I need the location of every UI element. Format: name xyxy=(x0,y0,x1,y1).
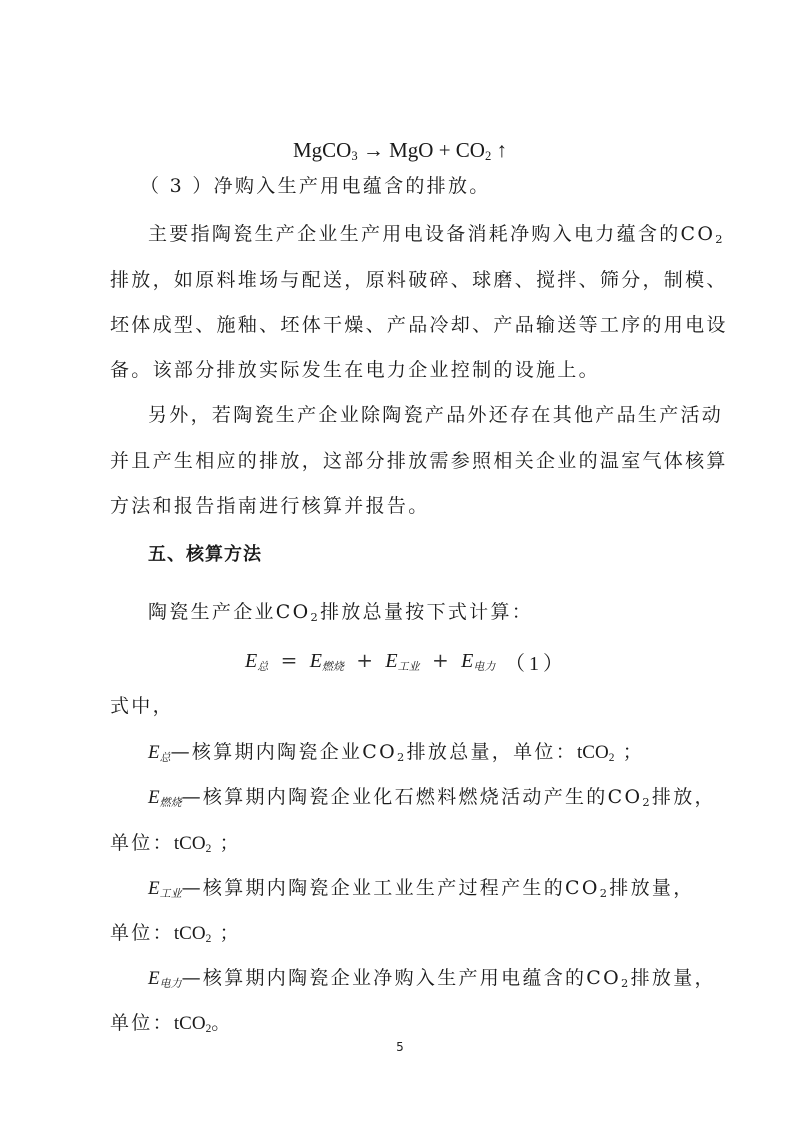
text: ； xyxy=(211,832,241,854)
subscript: 2 xyxy=(310,610,321,624)
text: 排放总量按下式计算： xyxy=(320,601,534,623)
text: 单位： xyxy=(110,1012,174,1034)
gas-arrow-icon: ↑ xyxy=(496,138,508,162)
chemical-equation xyxy=(0,138,800,162)
equals-sign: = xyxy=(280,648,298,672)
text: 主要指陶瓷生产企业生产用电设备消耗净购入电力蕴含的CO xyxy=(148,223,716,245)
unit: tCO xyxy=(173,1013,206,1034)
paragraph-1-line-2: 排放，如原料堆场与配送，原料破碎、球磨、搅拌、筛分，制模、 xyxy=(110,269,728,291)
symbol-e: E xyxy=(461,650,474,672)
subscript: 2 xyxy=(642,795,652,809)
subscript: 2 xyxy=(599,886,610,900)
reaction-arrow-icon: → xyxy=(362,138,384,162)
symbol-e: E xyxy=(148,742,160,763)
equation-number: （1） xyxy=(505,653,567,675)
symbol-e: E xyxy=(245,650,258,672)
definition-power xyxy=(148,966,728,996)
text: 单位： xyxy=(110,922,174,944)
subscript: 电力 xyxy=(159,977,182,990)
symbol-e: E xyxy=(148,787,160,808)
text: ； xyxy=(211,922,241,944)
symbol-e: E xyxy=(148,968,160,989)
text: ； xyxy=(614,741,645,763)
definition-power-unit xyxy=(110,1011,690,1036)
unit: tCO xyxy=(577,742,609,763)
symbol-e: E xyxy=(385,650,398,672)
paragraph-1-line-3: 坯体成型、施釉、坯体干燥、产品冷却、产品输送等工序的用电设 xyxy=(110,314,728,336)
unit: tCO xyxy=(173,833,206,854)
definition-industry xyxy=(148,876,728,906)
subscript: 工业 xyxy=(159,887,182,900)
subscript: 总 xyxy=(159,751,171,764)
paragraph-2-line-1: 另外，若陶瓷生产企业除陶瓷产品外还存在其他产品生产活动 xyxy=(148,404,724,426)
subscript: 2 xyxy=(621,976,631,990)
definition-combustion-unit xyxy=(110,831,690,856)
item-3-heading: （ 3 ）净购入生产用电蕴含的排放。 xyxy=(140,175,491,197)
section-heading: 五、核算方法 xyxy=(148,544,262,565)
reactant: MgCO xyxy=(292,138,352,162)
paragraph-1-line-4: 备。该部分排放实际发生在电力企业控制的设施上。 xyxy=(110,359,600,381)
text: 排放总量，单位： xyxy=(406,741,577,763)
text: 排放量， xyxy=(609,877,695,899)
subscript: 2 xyxy=(715,232,725,246)
symbol-e: E xyxy=(148,878,160,899)
subscript: 2 xyxy=(205,1023,212,1035)
text: 单位： xyxy=(110,832,174,854)
text: 排放， xyxy=(651,786,716,808)
unit: tCO xyxy=(173,923,206,944)
symbol-e: E xyxy=(309,650,322,672)
subscript: 2 xyxy=(608,752,615,764)
definition-total xyxy=(148,740,728,770)
product: CO xyxy=(455,138,485,162)
text: 。 xyxy=(211,1012,233,1034)
subscript: 电力 xyxy=(473,660,496,673)
subscript: 2 xyxy=(205,933,212,945)
plus-sign: + xyxy=(356,648,374,672)
formula-intro xyxy=(148,600,728,624)
subscript: 燃烧 xyxy=(159,796,182,809)
text: —核算期内陶瓷企业工业生产过程产生的CO xyxy=(181,877,600,899)
total-emission-formula xyxy=(245,648,545,679)
subscript: 2 xyxy=(397,750,407,764)
text: —核算期内陶瓷企业CO xyxy=(170,741,398,763)
paragraph-2-line-3: 方法和报告指南进行核算并报告。 xyxy=(110,495,430,517)
definition-industry-unit xyxy=(110,921,690,946)
definition-combustion xyxy=(148,785,728,815)
subscript: 燃烧 xyxy=(321,660,344,673)
text: 陶瓷生产企业CO xyxy=(148,601,311,623)
page-number: 5 xyxy=(396,1040,404,1054)
paragraph-1-line-1 xyxy=(148,222,728,246)
plus-sign: + xyxy=(438,138,451,162)
subscript: 3 xyxy=(351,149,358,163)
subscript: 2 xyxy=(484,149,492,163)
paragraph-2-line-2: 并且产生相应的排放，这部分排放需参照相关企业的温室气体核算 xyxy=(110,450,728,472)
plus-sign: + xyxy=(431,648,449,672)
where-label: 式中， xyxy=(110,695,174,717)
text: —核算期内陶瓷企业化石燃料燃烧活动产生的CO xyxy=(181,786,643,808)
subscript: 2 xyxy=(205,843,212,855)
text: —核算期内陶瓷企业净购入生产用电蕴含的CO xyxy=(181,967,622,989)
subscript: 总 xyxy=(257,660,269,673)
text: 排放量， xyxy=(630,967,716,989)
product: MgO xyxy=(389,138,434,162)
subscript: 工业 xyxy=(397,660,420,673)
